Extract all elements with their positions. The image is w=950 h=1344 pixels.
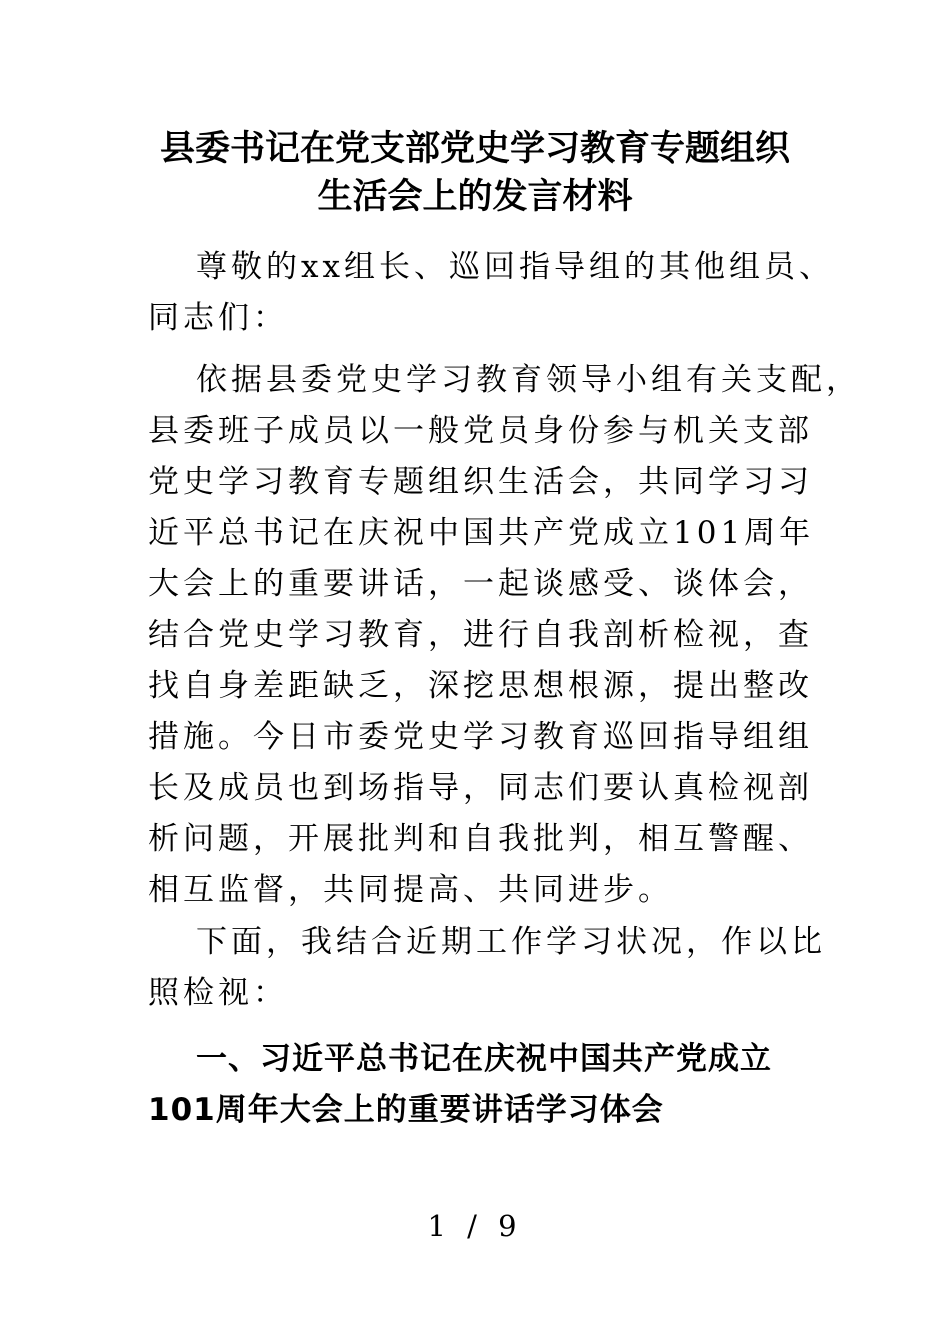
intro-line: 措施。今日市委党史学习教育巡回指导组组 [148, 719, 813, 755]
document-title-line-1: 县委书记在党支部党史学习教育专题组织 [159, 128, 790, 169]
greeting-line: 同志们： [148, 300, 288, 336]
intro-line: 县委班子成员以一般党员身份参与机关支部 [148, 413, 813, 449]
intro-line: 党史学习教育专题组织生活会，共同学习习 [148, 464, 813, 500]
transition-line: 照检视： [148, 975, 288, 1011]
section-heading-line: 101周年大会上的重要讲话学习体会 [148, 1092, 664, 1128]
intro-line: 长及成员也到场指导，同志们要认真检视剖 [148, 770, 813, 806]
section-heading-1 [148, 1032, 838, 1134]
intro-line: 析问题，开展批判和自我批判，相互警醒、 [148, 821, 813, 857]
page-number: 1 / 9 [427, 1209, 523, 1243]
section-heading-line: 一、习近平总书记在庆祝中国共产党成立 [196, 1041, 772, 1077]
greeting-line: 尊敬的xx组长、巡回指导组的其他组员、 [196, 249, 834, 285]
transition-paragraph [148, 917, 838, 1019]
intro-line: 结合党史学习教育，进行自我剖析检视，查 [148, 617, 813, 653]
document-title-line-2: 生活会上的发言材料 [317, 176, 633, 217]
intro-line: 近平总书记在庆祝中国共产党成立101周年 [148, 515, 815, 551]
intro-line: 找自身差距缺乏，深挖思想根源，提出整改 [148, 668, 813, 704]
greeting-paragraph [148, 242, 838, 344]
intro-paragraph [148, 355, 861, 916]
intro-line: 大会上的重要讲话，一起谈感受、谈体会， [148, 566, 813, 602]
transition-line: 下面，我结合近期工作学习状况，作以比 [196, 924, 826, 960]
intro-line: 依据县委党史学习教育领导小组有关支配， [196, 362, 861, 398]
intro-line: 相互监督，共同提高、共同进步。 [148, 872, 673, 908]
